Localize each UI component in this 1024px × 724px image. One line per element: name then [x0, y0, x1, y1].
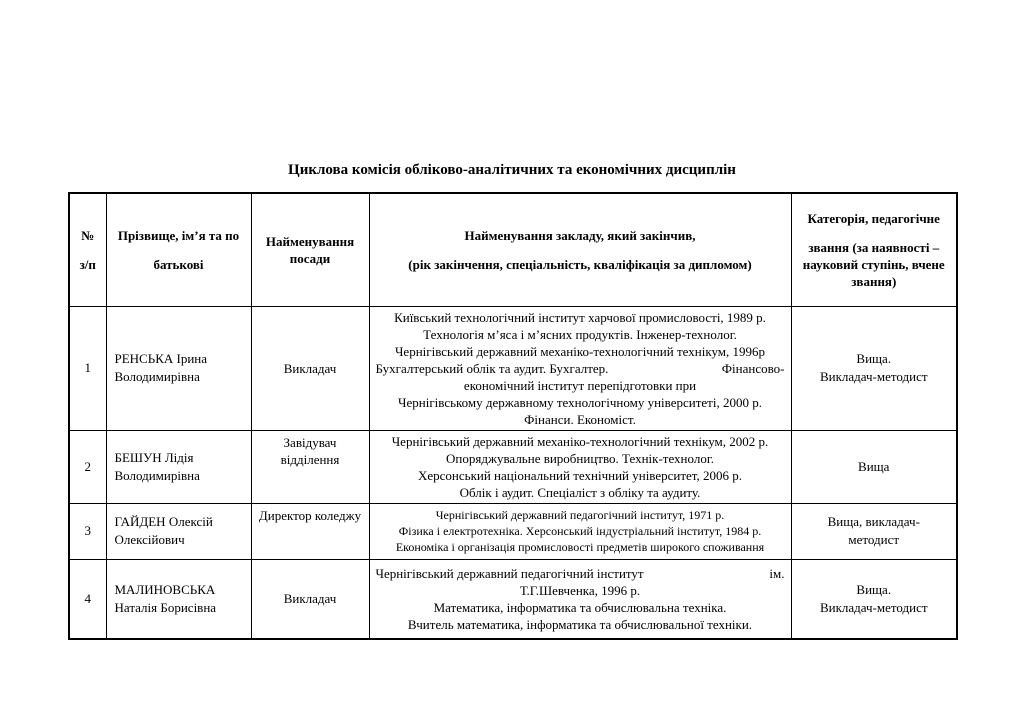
cell-full-name: МАЛИНОВСЬКА Наталія Борисівна — [106, 559, 251, 639]
education-line — [376, 360, 785, 377]
category-line: Вища. — [856, 581, 892, 597]
header-num — [69, 193, 106, 306]
education-line: Чернігівському державному технологічному університеті, 2000 р. — [398, 394, 762, 410]
table-row — [69, 559, 957, 639]
education-line: Облік і аудит. Спеціаліст з обліку та аудиту. — [459, 484, 701, 500]
header-name-line: Прізвище, ім’я та по — [117, 227, 240, 243]
header-category-line: звання (за наявності – науковий ступінь, вчене звання) — [802, 239, 945, 289]
header-category — [791, 193, 957, 306]
table-row — [69, 306, 957, 430]
cell-education — [369, 430, 791, 503]
cell-full-name: ГАЙДЕН Олексій Олексійович — [106, 503, 251, 559]
cell-row-number: 3 — [69, 503, 106, 559]
education-line: Технологія м’яса і м’ясних продуктів. Інженер-технолог. — [423, 326, 737, 342]
education-line: економічний інститут перепідготовки при — [463, 377, 697, 393]
header-institution-line: Найменування закладу, який закінчив, — [464, 227, 696, 243]
table-row — [69, 503, 957, 559]
education-line-left: Чернігівський державний педагогічний інститут — [375, 565, 644, 581]
education-line-right: Фінансово- — [721, 360, 785, 376]
cell-education — [369, 306, 791, 430]
category-line: методист — [848, 532, 900, 547]
education-line: Херсонський національний технічний університет, 2006 р. — [417, 467, 743, 483]
header-num-line: з/п — [79, 256, 96, 272]
education-line: Фінанси. Економіст. — [524, 411, 636, 427]
education-line: Т.Г.Шевченка, 1996 р. — [519, 582, 641, 598]
category-line: Вища — [858, 458, 890, 474]
header-num-line: № — [81, 227, 95, 243]
staff-table — [68, 192, 958, 640]
education-line: Чернігівський державний механіко-технологічний технікум, 1996р — [394, 343, 766, 359]
cell-row-number: 4 — [69, 559, 106, 639]
header-position-line: Найменування посади — [265, 233, 355, 266]
cell-category — [791, 503, 957, 559]
header-name — [106, 193, 251, 306]
education-line: Вчитель математика, інформатика та обчислювальної техніки. — [407, 616, 753, 632]
education-line: Фізика і електротехніка. Херсонський індустріальний інститут, 1984 р. — [398, 524, 762, 538]
cell-position: Директор коледжу — [251, 503, 369, 559]
category-line: Вища, викладач- — [827, 514, 920, 529]
category-line: Викладач-методист — [819, 369, 928, 384]
header-institution — [369, 193, 791, 306]
education-line: Математика, інформатика та обчислювальна техніка. — [433, 599, 727, 615]
header-name-line: батькові — [153, 256, 204, 272]
education-line: Економіка і організація промисловості предметів широкого споживання — [395, 540, 765, 554]
table-header-row — [69, 193, 957, 306]
cell-category — [791, 430, 957, 503]
education-line-right: ім. — [769, 565, 785, 581]
cell-position: Викладач — [251, 559, 369, 639]
education-line — [376, 565, 785, 582]
cell-position: Викладач — [251, 306, 369, 430]
cell-row-number: 1 — [69, 306, 106, 430]
education-line: Чернігівський державний механіко-технологічний технікум, 2002 р. — [391, 433, 769, 449]
cell-category — [791, 559, 957, 639]
table-row — [69, 430, 957, 503]
cell-education — [369, 503, 791, 559]
header-institution-line: (рік закінчення, спеціальність, кваліфікація за дипломом) — [408, 256, 752, 272]
cell-full-name: БЕШУН Лідія Володимирівна — [106, 430, 251, 503]
cell-category — [791, 306, 957, 430]
cell-full-name: РЕНСЬКА Ірина Володимирівна — [106, 306, 251, 430]
education-line: Київський технологічний інститут харчової промисловості, 1989 р. — [394, 309, 766, 325]
category-line: Вища. — [856, 351, 892, 366]
education-line: Опоряджувальне виробництво. Технік-технолог. — [446, 450, 714, 466]
education-line-left: Бухгалтерський облік та аудит. Бухгалтер. — [375, 360, 609, 376]
cell-position: Завідувач відділення — [251, 430, 369, 503]
category-line: Викладач-методист — [819, 599, 928, 615]
page-title: Циклова комісія обліково-аналітичних та економічних дисциплін — [288, 162, 736, 178]
header-position — [251, 193, 369, 306]
education-line: Чернігівський державний педагогічний інститут, 1971 р. — [435, 508, 725, 522]
cell-education — [369, 559, 791, 639]
header-category-line: Категорія, педагогічне — [807, 210, 940, 226]
cell-row-number: 2 — [69, 430, 106, 503]
